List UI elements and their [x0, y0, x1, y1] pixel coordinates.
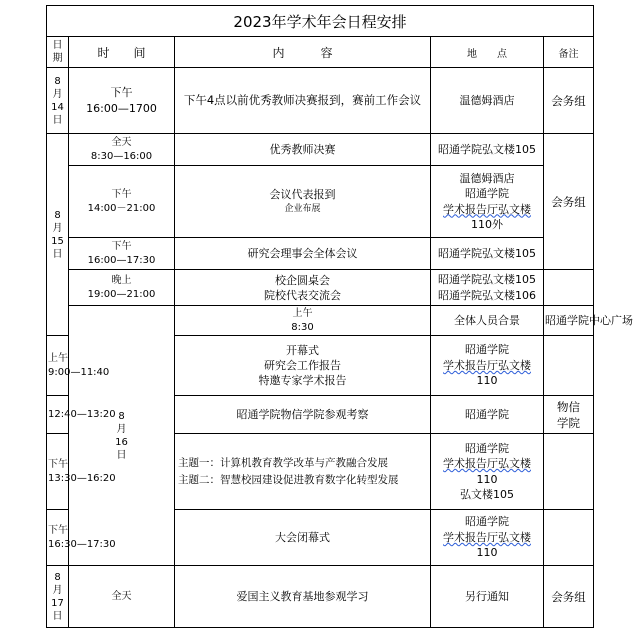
time-cell: 全天 [69, 566, 175, 628]
time-cell: 下午 13:30—16:20 [47, 434, 69, 510]
time-cell: 下午 14:00－21:00 [69, 166, 175, 238]
location-cell: 昭通学院 [431, 396, 544, 434]
header-row [47, 37, 594, 68]
location-cell: 昭通学院弘文楼105 [431, 238, 544, 270]
table-row [47, 306, 594, 336]
note-cell-empty [544, 434, 594, 510]
note-cell: 会务组 [544, 68, 594, 134]
content-cell: 主题一：计算机教育教学改革与产教融合发展 主题二：智慧校园建设促进教育数字化转型发展 [175, 434, 431, 510]
table-row [47, 566, 594, 628]
time-cell: 全天 8:30—16:00 [69, 134, 175, 166]
header-content: 内 容 [175, 37, 431, 68]
header-time: 时 间 [69, 37, 175, 68]
note-cell-empty [544, 510, 594, 566]
table-row [47, 134, 594, 166]
time-cell: 上午 9:00—11:40 [47, 336, 69, 396]
content-cell: 昭通学院物信学院参观考察 [175, 396, 431, 434]
table-row [47, 166, 594, 238]
location-cell: 昭通学院 学术报告厅弘文楼 110 [431, 510, 544, 566]
date-cell-14: 8 月 14 日 [47, 68, 69, 134]
header-date: 日 期 [47, 37, 69, 68]
date-cell-15: 8 月 15 日 [47, 134, 69, 336]
content-cell: 爱国主义教育基地参观学习 [175, 566, 431, 628]
content-cell: 下午4点以前优秀教师决赛报到，赛前工作会议 [175, 68, 431, 134]
location-cell: 另行通知 [431, 566, 544, 628]
schedule-title: 2023年学术年会日程安排 [47, 6, 594, 37]
time-cell: 晚上 19:00—21:00 [69, 270, 175, 306]
content-cell: 优秀教师决赛 [175, 134, 431, 166]
note-cell: 会务组 [544, 566, 594, 628]
location-cell: 温德姆酒店 [431, 68, 544, 134]
location-cell: 昭通学院中心广场 [544, 306, 594, 336]
header-note: 备注 [544, 37, 594, 68]
note-cell: 会务组 [544, 134, 594, 270]
note-cell-empty [544, 270, 594, 306]
content-cell: 研究会理事会全体会议 [175, 238, 431, 270]
time-cell: 下午 16:30—17:30 [47, 510, 69, 566]
location-cell: 昭通学院弘文楼105 昭通学院弘文楼106 [431, 270, 544, 306]
note-cell-empty [544, 336, 594, 396]
table-row [47, 238, 594, 270]
schedule-table [46, 5, 633, 628]
content-cell: 会议代表报到 企业布展 [175, 166, 431, 238]
content-cell: 全体人员合景 [431, 306, 544, 336]
location-cell: 昭通学院 学术报告厅弘文楼 110 弘文楼105 [431, 434, 544, 510]
date-cell-17: 8 月 17 日 [47, 566, 69, 628]
note-cell: 物信 学院 [544, 396, 594, 434]
date-cell-16: 8 月 16 日 [69, 306, 175, 566]
content-cell: 开幕式 研究会工作报告 特邀专家学术报告 [175, 336, 431, 396]
table-row [47, 68, 594, 134]
location-cell: 昭通学院弘文楼105 [431, 134, 544, 166]
content-cell: 校企圆桌会 院校代表交流会 [175, 270, 431, 306]
header-location: 地 点 [431, 37, 544, 68]
table-row [47, 270, 594, 306]
time-cell: 12:40—13:20 [47, 396, 69, 434]
time-cell: 下午 16:00—17:30 [69, 238, 175, 270]
time-cell: 上午 8:30 [175, 306, 431, 336]
location-cell: 温德姆酒店 昭通学院 学术报告厅弘文楼 110外 [431, 166, 544, 238]
location-cell: 昭通学院 学术报告厅弘文楼 110 [431, 336, 544, 396]
time-cell: 下午 16:00—1700 [69, 68, 175, 134]
content-cell: 大会闭幕式 [175, 510, 431, 566]
